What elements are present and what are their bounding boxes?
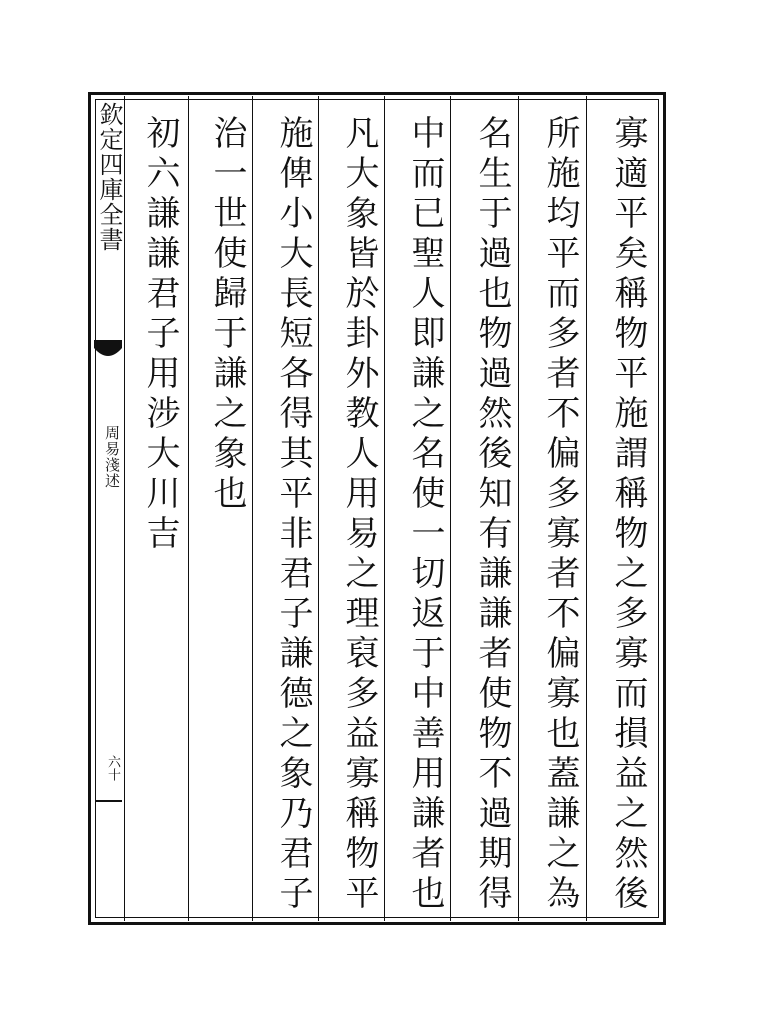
text-column-3: 名生于過也物過然後知有謙謙者使物不過期得 xyxy=(472,115,512,915)
margin-strip-divider xyxy=(124,96,125,921)
text-column-4: 中而已聖人即謙之名使一切返于中善用謙者也 xyxy=(405,115,445,915)
column-divider xyxy=(188,96,189,921)
text-column-5: 凡大象皆於卦外教人用易之理裒多益寡稱物平 xyxy=(339,115,379,915)
text-column-6: 施俾小大長短各得其平非君子謙德之象乃君子 xyxy=(273,115,313,915)
text-column-1: 寡適平矣稱物平施謂稱物之多寡而損益之然後 xyxy=(608,115,648,915)
page-number: 六十 xyxy=(105,755,120,781)
page-number-rule xyxy=(96,800,122,802)
text-column-2: 所施均平而多者不偏多寡者不偏寡也蓋謙之為 xyxy=(540,115,580,915)
text-column-7: 治一世使歸于謙之象也 xyxy=(207,115,247,515)
text-column-8: 初六謙謙君子用涉大川吉 xyxy=(140,115,180,555)
series-title: 欽定四庫全書 xyxy=(95,102,123,252)
fish-tail-mark-icon xyxy=(92,338,124,370)
book-name: 周易淺述 xyxy=(103,425,121,489)
